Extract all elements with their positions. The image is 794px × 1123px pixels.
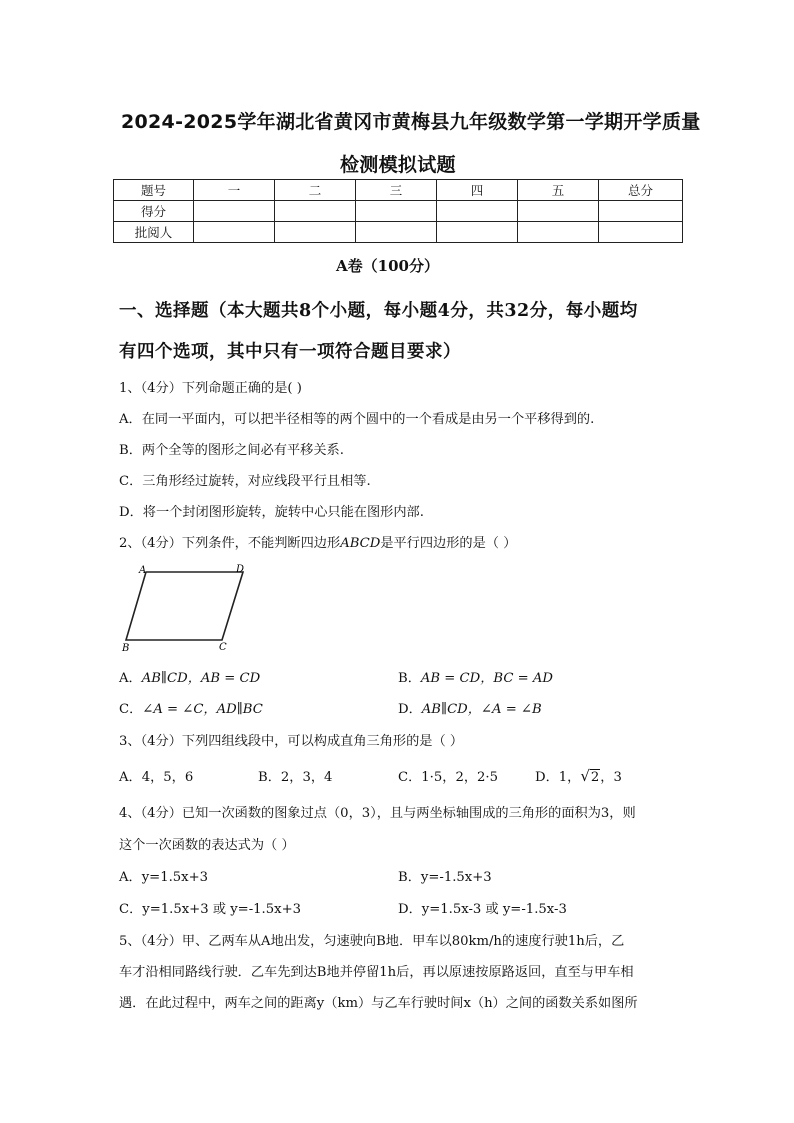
q4-option-d: D．y=1.5x-3 或 y=-1.5x-3 <box>398 902 567 917</box>
q3-stem: 3、（4分）下列四组线段中，可以构成直角三角形的是（ ） <box>119 734 464 749</box>
q3-option-c: C．1·5，2，2·5 <box>398 770 498 785</box>
table-header-cell: 题号 <box>114 180 194 201</box>
q2-option-d-math: AB∥CD，∠A = ∠B <box>421 702 542 717</box>
q2-option-b-label: B． <box>398 671 421 686</box>
q2-option-d-label: D． <box>398 702 422 717</box>
q3-option-d-end: ，3 <box>600 770 622 785</box>
table-row <box>114 222 683 243</box>
q3-option-a: A．4，5，6 <box>119 770 194 785</box>
part-a-heading: A卷（100分） <box>336 257 439 275</box>
q2-option-c-math: ∠A = ∠C，AD∥BC <box>142 702 263 717</box>
q5-stem-line1: 5、（4分）甲、乙两车从A地出发，匀速驶向B地．甲车以80km/h的速度行驶1h后，乙 <box>119 934 625 949</box>
q1-option-a: A．在同一平面内，可以把半径相等的两个圆中的一个看成是由另一个平移得到的. <box>119 412 595 427</box>
q2-stem-math: ABCD <box>340 536 381 551</box>
table-cell <box>437 222 518 243</box>
q2-option-b-math: AB = CD，BC = AD <box>420 671 553 686</box>
q4-option-c: C．y=1.5x+3 或 y=-1.5x+3 <box>119 902 302 917</box>
q2-option-c <box>119 698 263 717</box>
figure-label-a: A <box>139 565 147 576</box>
table-cell <box>599 201 683 222</box>
q3-option-d-label: D．1， <box>535 770 581 785</box>
section1-heading-line1: 一、选择题（本大题共8个小题，每小题4分，共32分，每小题均 <box>119 301 638 321</box>
table-header-cell: 三 <box>356 180 437 201</box>
figure-label-d: D <box>236 564 245 575</box>
table-cell <box>599 222 683 243</box>
table-cell <box>194 201 275 222</box>
q1-stem: 1、（4分）下列命题正确的是( ) <box>119 381 302 396</box>
table-cell <box>518 222 599 243</box>
exam-title-line1: 2024-2025学年湖北省黄冈市黄梅县九年级数学第一学期开学质量 <box>121 111 701 133</box>
score-table-header-row <box>114 180 683 201</box>
q2-stem-text-end: 是平行四边形的是（ ） <box>380 536 517 551</box>
sqrt-symbol: √ <box>580 767 590 785</box>
table-header-cell: 五 <box>518 180 599 201</box>
q2-option-c-label: C． <box>119 702 143 717</box>
q2-option-a-label: A． <box>119 671 142 686</box>
table-row <box>114 201 683 222</box>
q4-option-b: B．y=-1.5x+3 <box>398 870 492 885</box>
table-cell <box>194 222 275 243</box>
table-cell <box>518 201 599 222</box>
table-cell <box>356 222 437 243</box>
parallelogram-figure <box>118 562 253 657</box>
table-row-label: 批阅人 <box>114 222 194 243</box>
q2-stem <box>119 532 516 551</box>
table-row-label: 得分 <box>114 201 194 222</box>
q1-option-b: B．两个全等的图形之间必有平移关系. <box>119 443 344 458</box>
q4-option-a: A．y=1.5x+3 <box>119 870 209 885</box>
q1-option-d: D．将一个封闭图形旋转，旋转中心只能在图形内部. <box>119 505 424 520</box>
table-cell <box>275 201 356 222</box>
table-cell <box>437 201 518 222</box>
q4-stem-line1: 4、（4分）已知一次函数的图象过点（0，3），且与两坐标轴围成的三角形的面积为3，则 <box>119 806 636 821</box>
q5-stem-line2: 车才沿相同路线行驶．乙车先到达B地并停留1h后，再以原速按原路返回，直至与甲车相 <box>119 965 634 980</box>
table-cell <box>356 201 437 222</box>
table-cell <box>275 222 356 243</box>
figure-label-b: B <box>122 643 130 654</box>
q5-stem-line3: 遇．在此过程中，两车之间的距离y（km）与乙车行驶时间x（h）之间的函数关系如图所 <box>119 996 638 1011</box>
figure-label-c: C <box>219 642 227 653</box>
sqrt-radicand: 2 <box>590 770 600 785</box>
q4-stem-line2: 这个一次函数的表达式为（ ） <box>119 838 295 853</box>
q2-option-a <box>119 667 260 686</box>
q3-option-d <box>535 766 622 785</box>
q2-option-b <box>398 667 553 686</box>
q2-option-a-math: AB∥CD，AB = CD <box>141 671 261 686</box>
q2-option-d <box>398 698 542 717</box>
q3-option-b: B．2，3，4 <box>258 770 333 785</box>
table-header-cell: 一 <box>194 180 275 201</box>
exam-title-line2: 检测模拟试题 <box>340 154 456 176</box>
table-header-cell: 二 <box>275 180 356 201</box>
q1-option-c: C．三角形经过旋转，对应线段平行且相等. <box>119 474 371 489</box>
table-header-cell: 总分 <box>599 180 683 201</box>
q2-stem-text: 2、（4分）下列条件，不能判断四边形 <box>119 536 341 551</box>
table-header-cell: 四 <box>437 180 518 201</box>
score-table <box>113 179 683 243</box>
section1-heading-line2: 有四个选项，其中只有一项符合题目要求） <box>119 342 461 362</box>
